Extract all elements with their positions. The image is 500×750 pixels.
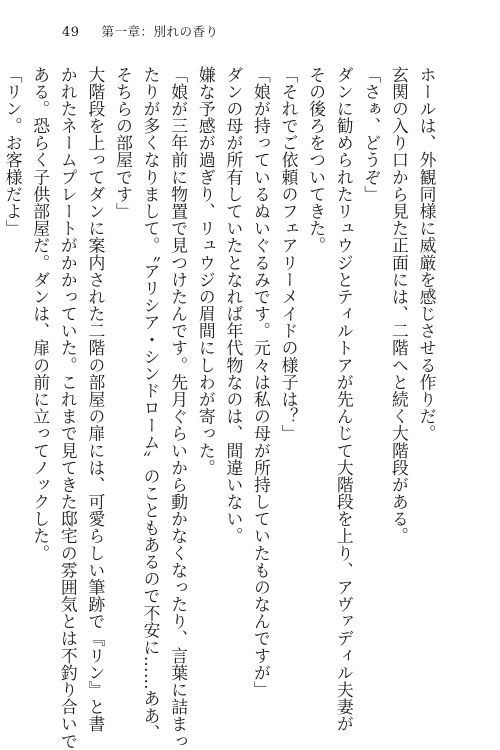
- text-line: かれたネームプレートがかかっていた。これまで見てきた邸宅の雰囲気とは不釣り合いで: [58, 66, 79, 750]
- page-number: 49: [62, 25, 80, 40]
- text-line: 「さぁ、どうぞ」: [361, 66, 382, 203]
- text-line: 「リン。お客様だよ」: [3, 66, 24, 237]
- body-text: [3, 66, 440, 750]
- chapter-title: 第一章：別れの香り: [101, 24, 219, 39]
- text-line: 嫌な予感が過ぎり、リュウジの眉間にしわが寄った。: [196, 66, 217, 477]
- text-line: ある。恐らく子供部屋だ。ダンは、扉の前に立ってノックした。: [30, 66, 51, 562]
- text-line: 玄関の入り口から見た正面には、二階へと続く大階段がある。: [389, 66, 410, 545]
- page-header: [62, 22, 219, 40]
- text-line: たりが多くなりまして。〝アリシア・シンドローム〟のこともあるので不安に……ああ、: [141, 66, 162, 742]
- text-line: 「娘が持っているぬいぐるみです。元々は私の母が所持していたものなんですが」: [251, 66, 272, 699]
- text-line: ホールは、外観同様に威厳を感じさせる作りだ。: [417, 66, 437, 442]
- text-line: ダンの母が所有していたとなれば年代物なのは、間違いない。: [223, 66, 244, 545]
- text-line: ダンに勧められたリュウジとティルトアが先んじて大階段を上り、アヴァディル夫妻が: [334, 66, 355, 733]
- text-line: そちらの部屋です」: [113, 66, 134, 220]
- text-line: その後ろをついてきた。: [306, 66, 327, 254]
- text-line: 大階段を上ってダンに案内された二階の部屋の扉には、可愛らしい筆跡で『リン』と書: [85, 66, 106, 733]
- text-line: 「それでご依頼のフェアリーメイドの様子は？」: [279, 66, 300, 442]
- text-line: 「娘が三年前に物置で見つけたんです。先月ぐらいから動かなくなったり、言葉に詰まっ: [168, 66, 189, 750]
